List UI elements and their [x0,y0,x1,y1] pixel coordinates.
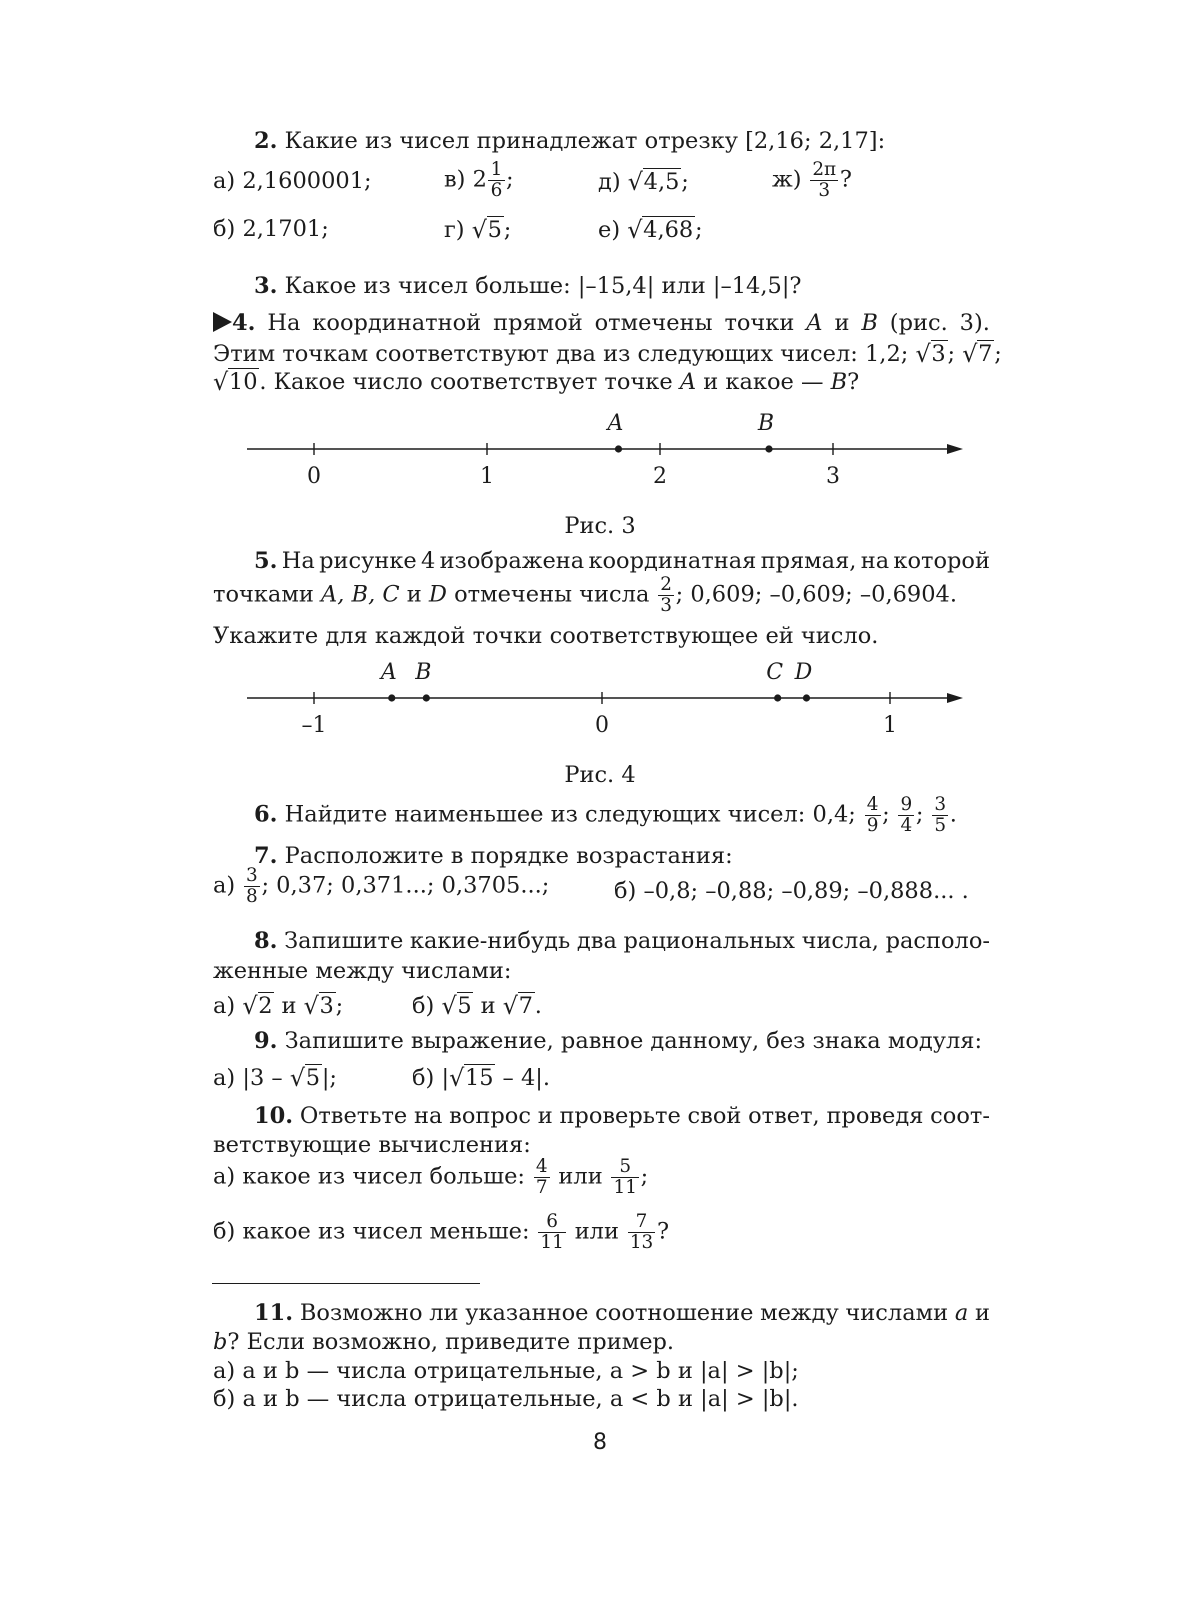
tick-label: 3 [826,464,840,489]
option-b: б) –0,8; –0,88; –0,89; –0,888... . [614,878,969,904]
text: ; 0,37; 0,371...; 0,3705...; [261,872,550,899]
option-label: а) [213,1065,236,1091]
problem-10-line-2: ветствующие вычисления: [213,1132,531,1158]
word: Возможно [299,1300,423,1326]
numerator: 2 [658,575,674,596]
option-b: б) 2,1701; [213,216,329,242]
word: соотношение [595,1300,754,1326]
option-label: ж) [772,166,802,193]
word: которой [893,548,990,574]
problem-number: 6. [254,801,278,828]
numerator: 1 [488,160,504,181]
point-dot [803,694,810,701]
problem-9-statement [254,1030,982,1053]
arrow-head-icon [947,693,963,703]
word: координатная [588,548,757,574]
denominator: 13 [629,1231,654,1253]
radicand: 5 [487,217,502,243]
tick-label: 1 [883,713,897,738]
problem-8-line-2: женные между числами: [213,958,512,984]
word: и [537,1103,553,1129]
option-b [412,1063,550,1092]
point-label: A [380,660,397,685]
numerator: 2π [810,160,838,181]
option-a [213,1063,337,1092]
word: и [281,993,297,1019]
text: отмечены числа [454,581,650,608]
word: проведя [826,1103,924,1129]
separator-rule [212,1283,480,1284]
text: ? Если возможно, приведите пример. [227,1329,675,1355]
text: – 4|. [502,1065,550,1091]
point-label: A [607,411,624,436]
word: между [760,1300,839,1326]
numerator: 5 [611,1157,639,1178]
point-label: D [428,581,447,608]
option-label: в) [444,166,466,193]
point-label: A [806,310,823,336]
problem-text: Какое из чисел больше: |–15,4| или |–14,5|? [284,273,802,299]
radicand: 10 [228,369,258,395]
numerator: 4 [865,795,881,816]
tick-label: 1 [480,464,494,489]
option-label: а) [213,872,236,899]
sqrt: √3 [915,339,946,368]
option-b [213,1212,669,1253]
word: располо- [885,928,990,954]
fraction [538,1212,566,1253]
problem-11-line-1 [213,1302,990,1325]
problem-5-line-3: Укажите для каждой точки соответствующее ей число. [213,623,879,649]
problem-text: Запишите выражение, равное данному, без знака модуля: [284,1028,983,1054]
figure-4-caption: Рис. 4 [564,762,636,788]
word: На [281,548,315,574]
point-label: A [679,369,697,395]
word: На [267,310,301,336]
word: числа, [801,928,879,954]
word: ли [429,1300,459,1326]
problem-10-line-1 [213,1105,990,1128]
problem-text: Найдите наименьшее из следующих чисел: 0,4; [284,801,856,828]
option-e: е) √4,68; [598,215,703,244]
problem-number-group [213,1105,293,1128]
numerator: 4 [534,1157,550,1178]
word: прямая, [760,548,857,574]
sqrt: √5 [441,991,472,1020]
option-a: а) 2,1600001; [213,168,372,194]
variable: a [954,1300,969,1326]
option-label: е) [598,217,621,243]
word: и [974,1300,990,1326]
option-d: д) √4,5; [598,167,689,196]
word: числами [845,1300,949,1326]
numerator: 3 [244,866,260,887]
word: Запишите [284,928,404,954]
text: ; [640,1163,649,1190]
word: прямой [493,310,583,336]
tick-label: 0 [307,464,321,489]
problem-number: 11. [254,1300,294,1326]
option-label: а) [213,993,236,1019]
word: указанное [465,1300,589,1326]
radicand: 7 [518,993,533,1019]
text: |; [321,1065,337,1091]
text: и какое — [703,369,824,395]
page-number: 8 [593,1430,607,1455]
word: точки [724,310,795,336]
option-g: г) √5; [444,215,512,244]
sqrt: √15 [449,1063,494,1092]
word: два [576,928,617,954]
denominator: 11 [540,1231,564,1253]
radicand: 4,5 [643,169,680,195]
option-label: г) [444,217,465,243]
radicand: 15 [464,1065,494,1091]
word: или [558,1163,603,1190]
fraction [932,795,948,836]
radicand: 3 [319,993,334,1019]
word: Ответьте [299,1103,408,1129]
text: ? [656,1218,670,1245]
denominator: 3 [660,594,672,616]
radicand: 3 [931,341,946,367]
tick-label: 2 [653,464,667,489]
tick-label: –1 [301,713,327,738]
point-label: B [861,310,878,336]
word: на [860,548,890,574]
tick-label: 0 [595,713,609,738]
denominator: 7 [535,1176,548,1198]
problem-number: 2. [254,128,278,154]
numerator: 7 [628,1212,656,1233]
problem-4-line-3: √10. Какое число соответствует точке A и какое — B? [213,367,860,396]
option-label: б) [412,1065,435,1091]
text: б) какое из чисел меньше: [213,1218,530,1245]
word: вопрос [449,1103,531,1129]
problem-number: 4. [232,310,256,336]
problem-number: 10. [254,1103,294,1129]
denominator: 11 [613,1176,637,1198]
problem-11-line-2 [213,1331,674,1354]
fraction [611,1157,639,1198]
fraction [898,795,914,836]
denominator: 8 [246,885,258,907]
word: рациональных [623,928,795,954]
word: ответ, [748,1103,820,1129]
denominator: 3 [818,179,831,201]
text: ; 0,609; –0,609; –0,6904. [675,581,958,608]
numerator: 3 [932,795,948,816]
radicand: 4,68 [643,217,694,243]
word: рисунке [319,548,417,574]
problem-4-line-2: Этим точкам соответствуют два из следующих чисел: 1,2; √3; √7; [213,339,1002,368]
denominator: 5 [934,814,947,836]
word: координатной [312,310,482,336]
sqrt: √7 [502,991,533,1020]
problem-8-line-1 [213,930,990,953]
word: свой [687,1103,742,1129]
radicand: 5 [305,1065,321,1091]
option-a [213,866,549,907]
option-b: б) √5 и √7. [412,991,542,1020]
problem-text: Расположите в порядке возрастания: [284,843,733,869]
word: соот- [930,1103,990,1129]
problem-number-group [213,930,278,953]
point-label: D [794,660,813,685]
sqrt: √3 [303,991,334,1020]
option-a: а) √2 и √3; [213,991,344,1020]
point-dot [774,694,781,701]
problem-text: Какие из чисел принадлежат отрезку [2,16; 2,17]: [284,128,886,154]
problem-number-group [213,1302,293,1325]
problem-number: 9. [254,1028,278,1054]
point-label: B [757,411,775,436]
sqrt: √5 [471,215,502,244]
option-zh: ж) $\frac{2\pi}{3}$ ? [772,159,852,201]
figure-3-caption: Рис. 3 [564,513,636,539]
problem-number: 7. [254,843,278,869]
sqrt: √4,68 [627,215,694,244]
radicand: 5 [457,993,472,1019]
text: | [441,1065,450,1091]
radicand: 7 [978,341,993,367]
sqrt: √5 [289,1063,321,1092]
mixed-whole: 2 [472,166,487,193]
word: и [480,993,496,1019]
text: |3 – [242,1065,283,1091]
radicand: 2 [258,993,273,1019]
text: точками [213,581,314,608]
word: и [406,581,422,608]
word: отмечены [594,310,713,336]
problem-7-statement [254,845,733,868]
point-label: B [415,660,432,685]
word: изображена [439,548,585,574]
fraction [628,1212,656,1253]
text: Этим точкам соответствуют два из следующих чисел: 1,2; [213,341,909,367]
sqrt: √2 [242,991,273,1020]
option-label: д) [598,169,621,195]
word: на [414,1103,443,1129]
problem-11-option-b: б) a и b — числа отрицательные, a < b и |a| > |b|. [213,1386,799,1412]
sqrt: √4,5 [627,167,680,196]
option-v: в) 2 $\frac{1}{6}$ ; [444,159,514,201]
option-a [213,1157,648,1198]
word: или [574,1218,619,1245]
problem-11-option-a: а) a и b — числа отрицательные, a > b и |a| > |b|; [213,1358,799,1384]
problem-number: 8. [254,928,278,954]
word: 3). [959,310,990,336]
fraction [244,866,260,907]
variable: b [213,1329,228,1355]
problem-number: 3. [254,273,278,299]
fraction [534,1157,550,1198]
word: 4 [420,548,436,574]
sqrt: √7 [962,339,993,368]
sqrt: √10 [213,367,258,396]
denominator: 9 [866,814,879,836]
problem-6-statement: 6. Найдите наименьшее из следующих чисел: 0,4; $\frac{4}{9}$ ; $\frac{9}{4}$ ; $\frac{3}{5}$ . [254,794,957,836]
problem-number: 5. [254,548,278,574]
word: какие-нибудь [409,928,571,954]
word: (рис. [889,310,948,336]
numerator: 9 [898,795,914,816]
word: и [834,310,850,336]
denominator: 4 [900,814,913,836]
numerator: 6 [538,1212,566,1233]
fraction [865,795,881,836]
point-label: C [766,660,784,685]
point-dot [423,694,430,701]
text: . Какое число соответствует точке [259,369,673,395]
point-label: B [830,369,848,395]
point-dot [388,694,395,701]
option-label: б) [412,993,435,1019]
denominator: 6 [490,179,503,201]
word: проверьте [559,1103,681,1129]
text: а) какое из чисел больше: [213,1163,526,1190]
point-labels: A, B, C [321,581,400,608]
